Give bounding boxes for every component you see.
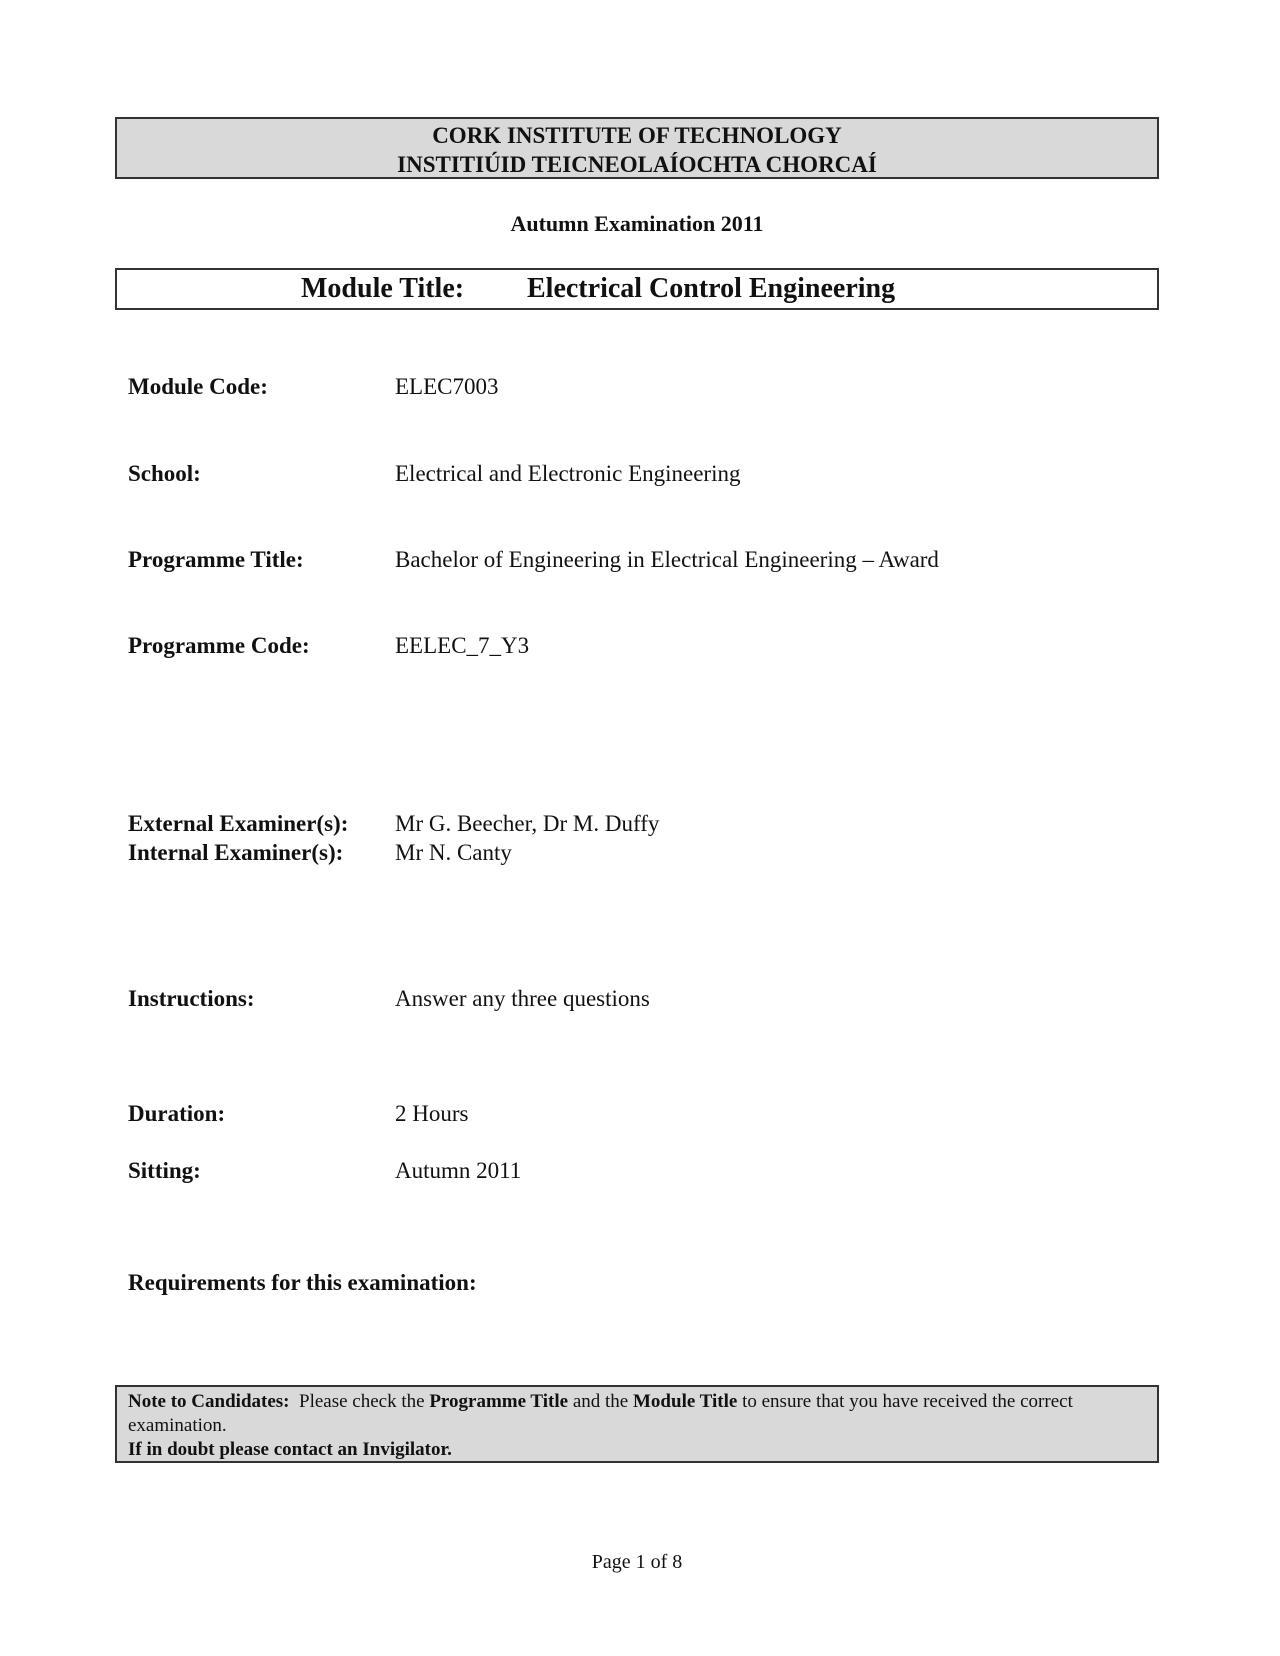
school-value: Electrical and Electronic Engineering — [395, 461, 741, 486]
sitting-value: Autumn 2011 — [395, 1158, 522, 1183]
internal-examiners-label: Internal Examiner(s): — [128, 840, 344, 865]
exam-title: Autumn Examination 2011 — [510, 211, 764, 236]
sitting-label: Sitting: — [128, 1158, 201, 1183]
note-module-title: Module Title — [633, 1391, 738, 1412]
programme-title-value: Bachelor of Engineering in Electrical Engineering – Award — [395, 547, 939, 572]
programme-code-label: Programme Code: — [128, 633, 310, 658]
instructions-value: Answer any three questions — [395, 986, 650, 1011]
note-doubt — [128, 1438, 1146, 1462]
module-code-label: Module Code: — [128, 374, 268, 399]
note-doubt-text: If in doubt please contact an Invigilator. — [128, 1439, 452, 1460]
module-code-value: ELEC7003 — [395, 374, 499, 399]
external-examiners-label: External Examiner(s): — [128, 811, 349, 836]
institution-name-irish: INSTITIÚID TEICNEOLAÍOCHTA CHORCAÍ — [397, 152, 877, 177]
internal-examiners-value: Mr N. Canty — [395, 840, 512, 865]
note-programme-title: Programme Title — [429, 1391, 569, 1412]
programme-title-label: Programme Title: — [128, 547, 304, 572]
module-title-value: Electrical Control Engineering — [527, 273, 896, 304]
note-text-2: and the — [572, 1391, 629, 1412]
module-title-box — [115, 268, 1159, 310]
duration-label: Duration: — [128, 1101, 226, 1126]
note-to-candidates — [115, 1385, 1159, 1463]
note-lead: Note to Candidates: — [128, 1391, 290, 1412]
note-text-3: to ensure that you have received the correct examination. — [128, 1391, 1073, 1436]
module-title-label: Module Title: — [301, 273, 465, 304]
note-main-text — [128, 1390, 1146, 1438]
note-text-1: Please check the — [299, 1391, 425, 1412]
page-number: Page 1 of 8 — [591, 1551, 683, 1573]
programme-code-value: EELEC_7_Y3 — [395, 633, 530, 658]
requirements-heading: Requirements for this examination: — [128, 1270, 477, 1295]
institution-name-english: CORK INSTITUTE OF TECHNOLOGY — [432, 123, 842, 148]
school-label: School: — [128, 461, 201, 486]
external-examiners-value: Mr G. Beecher, Dr M. Duffy — [395, 811, 660, 836]
duration-value: 2 Hours — [395, 1101, 469, 1126]
institution-header — [115, 117, 1159, 179]
instructions-label: Instructions: — [128, 986, 255, 1011]
